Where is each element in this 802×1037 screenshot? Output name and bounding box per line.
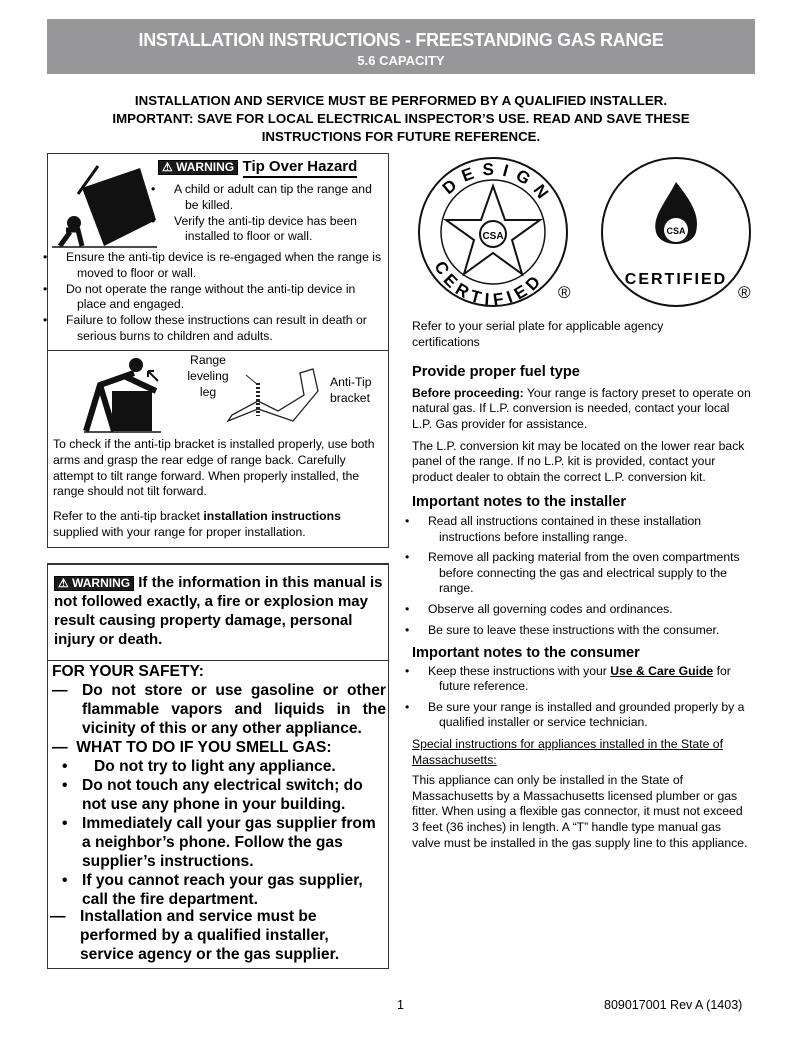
fuel-type-heading: Provide proper fuel type	[412, 364, 580, 381]
use-care-guide-reference: Use & Care Guide	[610, 663, 714, 678]
anti-tip-box	[47, 350, 389, 548]
smell-gas-steps	[58, 757, 384, 909]
anti-tip-bracket-icon	[218, 361, 328, 433]
tip-over-heading	[158, 158, 383, 176]
warning-badge: ⚠ WARNING	[158, 160, 238, 175]
leveling-leg-label: Range leveling leg	[187, 353, 229, 399]
installer-notes-heading: Important notes to the installer	[412, 494, 627, 511]
intro-line: INSTALLATION AND SERVICE MUST BE PERFORMED BY A QUALIFIED INSTALLER.	[134, 93, 668, 108]
tip-over-bullets	[50, 250, 384, 345]
consumer-notes-heading: Important notes to the consumer	[412, 645, 640, 662]
design-certified-logo-icon	[416, 152, 586, 312]
list-item: • Keep these instructions with your Use & Care Guide for future reference.	[412, 664, 752, 695]
bullet: • Ensure the anti-tip device is re-engaged when the range is moved to floor or wall.	[50, 250, 384, 282]
lp-kit-text: The L.P. conversion kit may be located on the lower rear back panel of the range. If no L.P. kit is provided, contact your product dealer to obtain the correct L.P. conversion kit.	[412, 438, 745, 484]
document-number: 809017001 Rev A (1403)	[604, 998, 743, 1012]
serial-plate-note: Refer to your serial plate for applicable agency certifications	[412, 319, 664, 349]
safety-item: — Installation and service must be performed by a qualified installer, service agency or the gas supplier.	[50, 908, 340, 963]
list-item: • Be sure your range is installed and grounded properly by a qualified installer or service technician.	[412, 700, 752, 731]
safety-box	[47, 660, 389, 969]
bullet: • A child or adult can tip the range and be killed.	[158, 182, 383, 214]
tip-over-top-bullets	[158, 182, 383, 245]
svg-text:®: ®	[738, 283, 751, 302]
title-banner	[47, 19, 755, 74]
fire-warning-box	[47, 563, 389, 661]
svg-text:CSA: CSA	[666, 226, 686, 236]
person-tilting-range-icon	[56, 355, 166, 433]
safety-title: FOR YOUR SAFETY:	[52, 663, 204, 680]
svg-text:CERTIFIED: CERTIFIED	[430, 258, 548, 310]
tip-over-box	[47, 153, 389, 351]
list-item: • Observe all governing codes and ordinances.	[412, 602, 752, 618]
svg-text:CERTIFIED: CERTIFIED	[624, 271, 728, 288]
safety-item: — WHAT TO DO IF YOU SMELL GAS:	[52, 739, 332, 756]
step: • Do not try to light any appliance.	[58, 757, 384, 776]
tip-over-illustration-icon	[52, 158, 162, 250]
tip-over-title: Tip Over Hazard	[243, 158, 358, 178]
document-subtitle: 5.6 CAPACITY	[357, 53, 445, 68]
anti-tip-check-text: To check if the anti-tip bracket is installed properly, use both arms and grasp the rear edge of range back. Carefully attempt to tilt range forward. When properly installed, the range should not tilt forward.	[53, 437, 375, 499]
bullet: • Verify the anti-tip device has been installed to floor or wall.	[158, 214, 383, 246]
list-item: • Remove all packing material from the oven compartments before connecting the gas and electrical supply to the range.	[412, 550, 752, 597]
installer-notes-list	[412, 514, 752, 638]
list-item: • Read all instructions contained in these installation instructions before installing range.	[412, 514, 752, 545]
fire-warning-text: ⚠ WARNING If the information in this manual is not followed exactly, a fire or explosion may result causing property damage, personal injury or death.	[54, 574, 383, 648]
page-number: 1	[397, 998, 404, 1012]
bullet: • Do not operate the range without the anti-tip device in place and engaged.	[50, 282, 384, 314]
step: • If you cannot reach your gas supplier, call the fire department.	[58, 871, 384, 909]
step: • Immediately call your gas supplier from a neighbor’s phone. Follow the gas supplier’s instructions.	[58, 814, 384, 871]
svg-text:CSA: CSA	[482, 231, 504, 242]
fuel-type-text: Before proceeding: Your range is factory preset to operate on natural gas. If L.P. conversion is needed, contact your local L.P. Gas provider for assistance.	[412, 385, 751, 431]
document-title: INSTALLATION INSTRUCTIONS - FREESTANDING GAS RANGE	[138, 30, 664, 50]
massachusetts-text: This appliance can only be installed in the State of Massachusetts by a Massachusetts licensed plumber or gas fitter. When using a flexible gas connector, it must not exceed 3 feet (36 inches) in length. A “T” handle type manual gas valve must be installed in the gas supply line to this appliance.	[412, 773, 748, 850]
consumer-notes-list	[412, 664, 752, 731]
svg-text:DESIGN: DESIGN	[438, 159, 557, 209]
safety-item: — Do not store or use gasoline or other flammable vapors and liquids in the vicinity of this or any other appliance.	[52, 682, 386, 737]
warning-badge: ⚠ WARNING	[54, 576, 134, 591]
svg-text:®: ®	[558, 283, 571, 302]
intro-line: IMPORTANT: SAVE FOR LOCAL ELECTRICAL INSPECTOR’S USE. READ AND SAVE THESE INSTRUCTIONS FOR FUTURE REFERENCE.	[112, 111, 690, 144]
anti-tip-bracket-label: Anti-Tip bracket	[330, 375, 372, 405]
csa-certified-logo-icon	[596, 152, 766, 312]
massachusetts-heading: Special instructions for appliances installed in the State of Massachusetts:	[412, 737, 723, 767]
right-column	[412, 319, 752, 851]
step: • Do not touch any electrical switch; do not use any phone in your building.	[58, 776, 384, 814]
anti-tip-refer-text: Refer to the anti-tip bracket installation instructions supplied with your range for proper installation.	[53, 509, 341, 539]
intro-notice	[60, 92, 742, 146]
list-item: • Be sure to leave these instructions with the consumer.	[412, 623, 752, 639]
bullet: • Failure to follow these instructions can result in death or serious burns to children and adults.	[50, 313, 384, 345]
